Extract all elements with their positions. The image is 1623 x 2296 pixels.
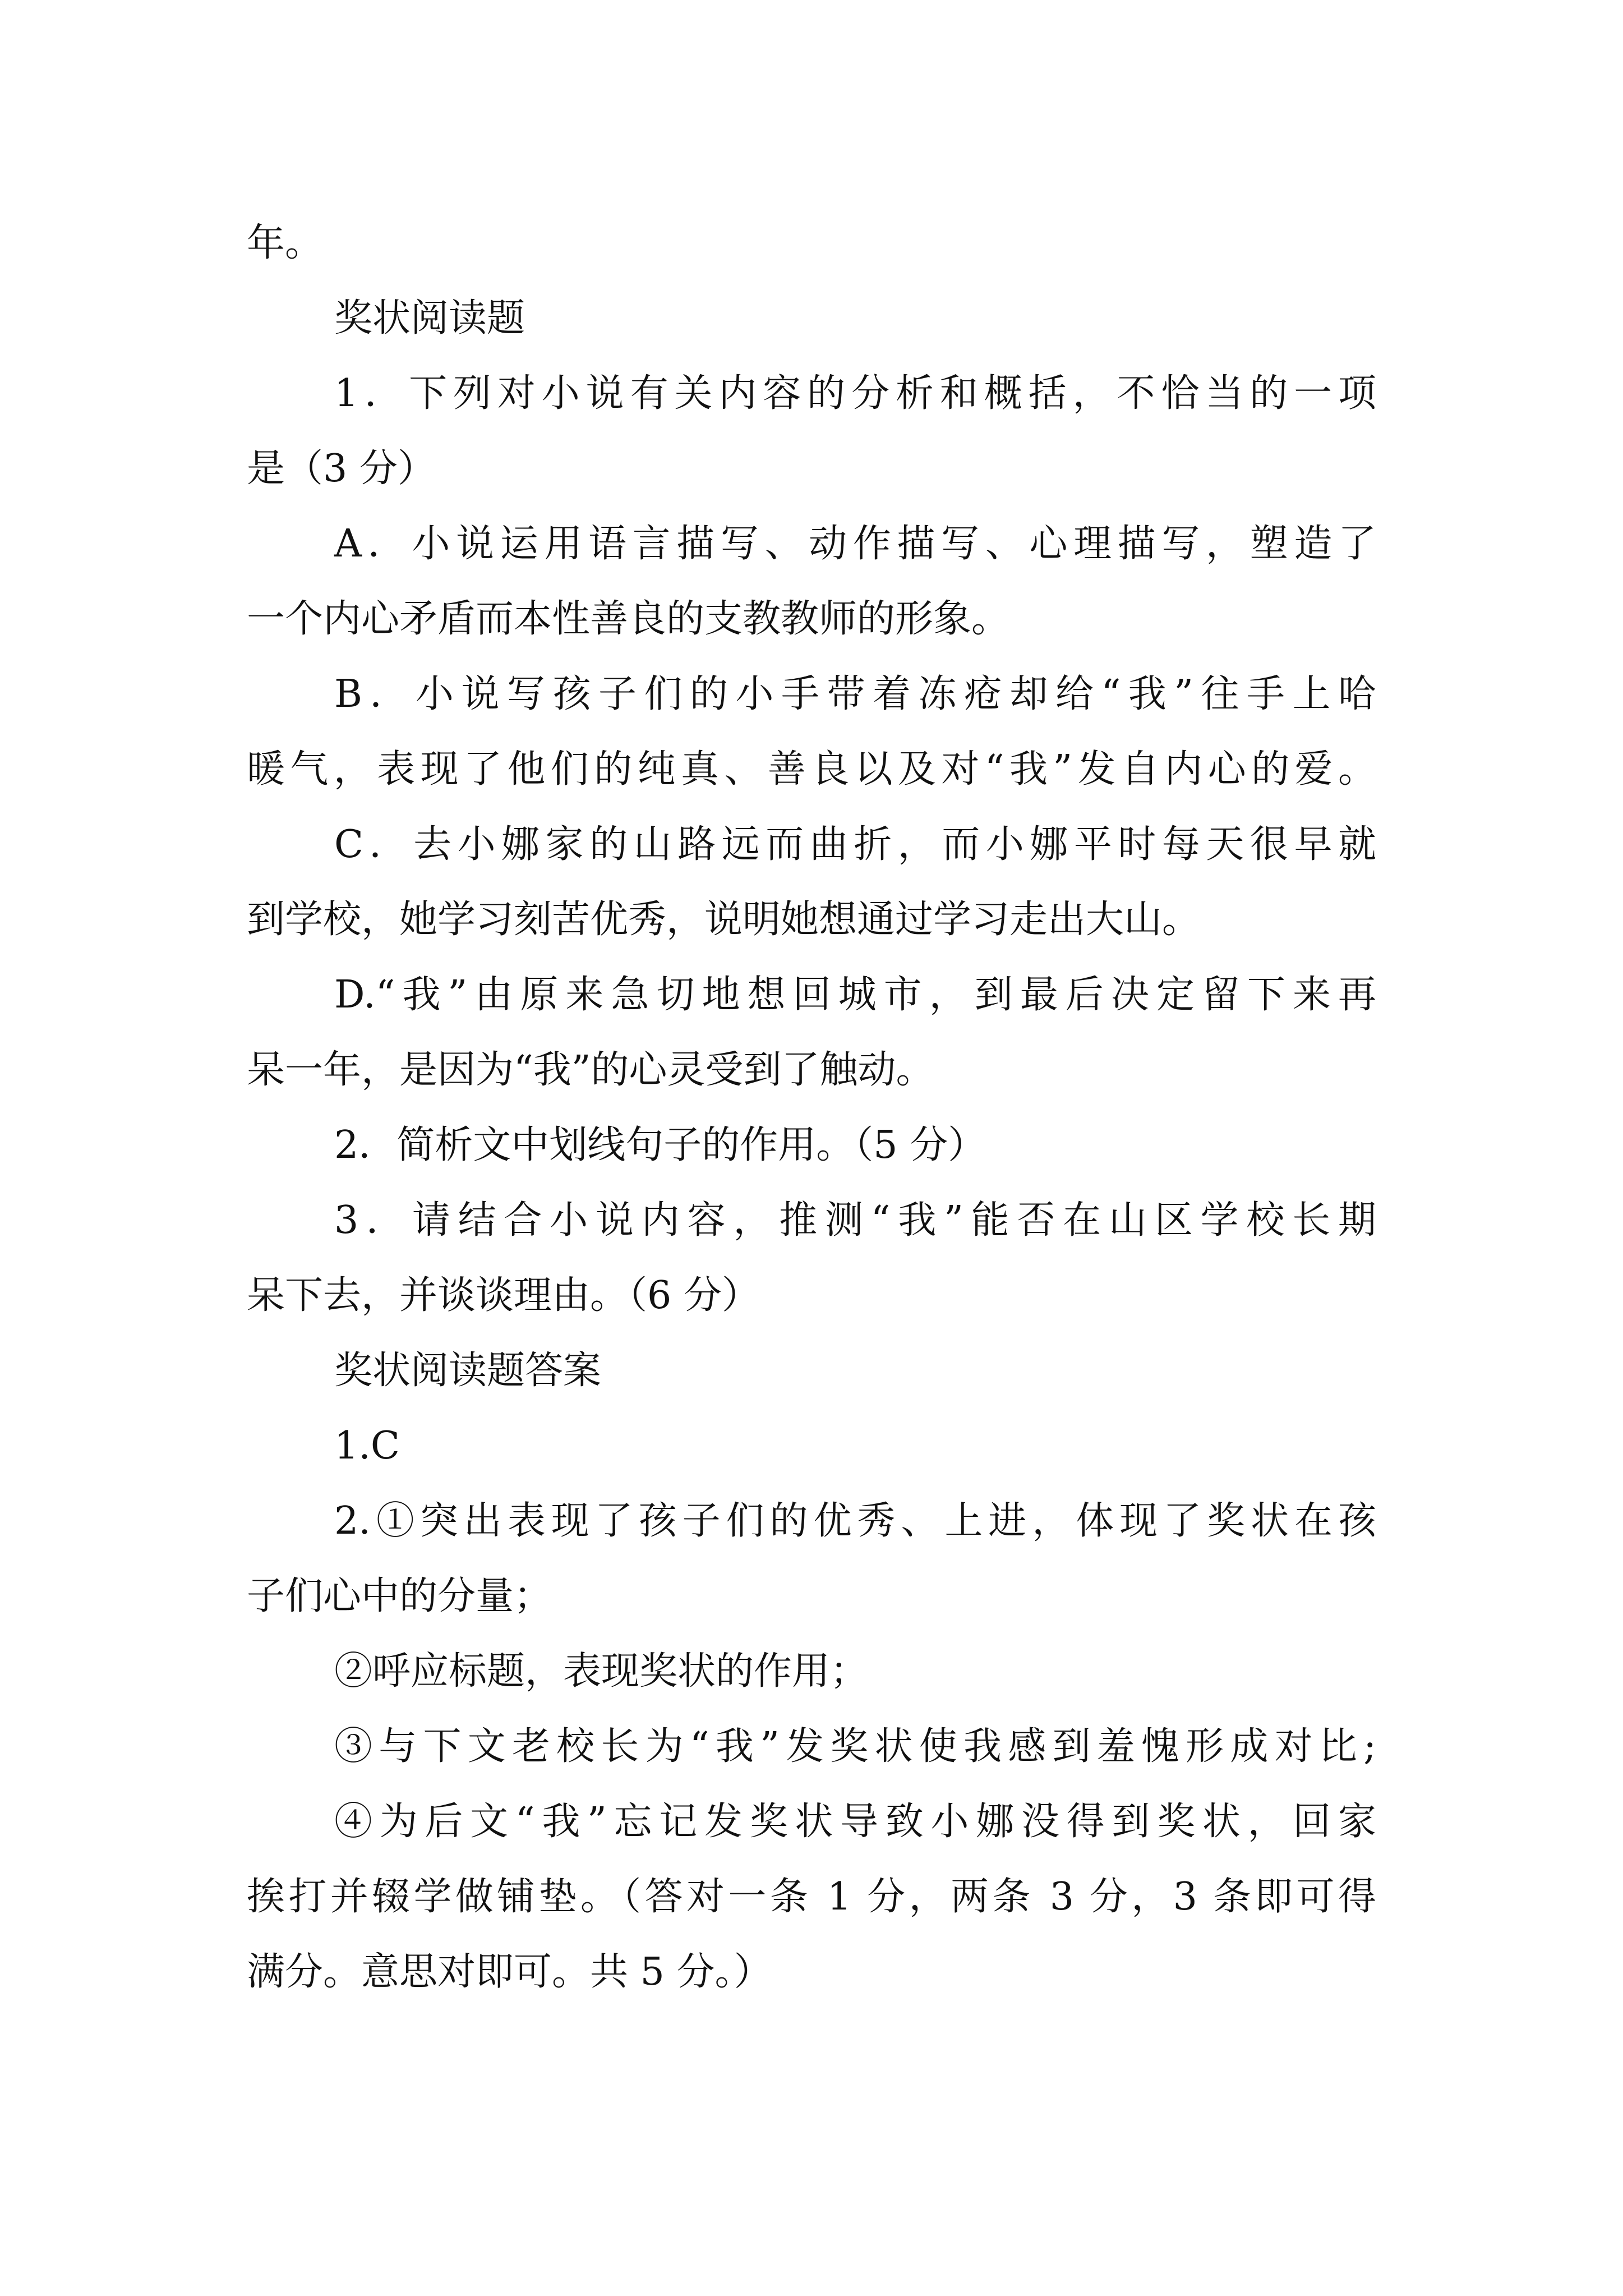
question-2: 2．简析文中划线句子的作用。（5 分）	[334, 1123, 986, 1167]
text-line: 呆下去，并谈谈理由。（6 分）	[247, 1273, 760, 1318]
text-line: 挨打并辍学做铺垫。（答对一条 1 分，两条 3 分，3 条即可得	[247, 1875, 1376, 1919]
option-b: B．小说写孩子们的小手带着冻疮却给“我”往手上哈	[334, 672, 1376, 716]
answer-point-4: ④为后文“我”忘记发奖状导致小娜没得到奖状，回家	[334, 1800, 1376, 1844]
option-c: C．去小娜家的山路远而曲折，而小娜平时每天很早就	[334, 822, 1376, 867]
option-d: D.“我”由原来急切地想回城市，到最后决定留下来再	[334, 973, 1376, 1017]
text-line: 子们心中的分量；	[247, 1574, 552, 1618]
question-1: 1．下列对小说有关内容的分析和概括，不恰当的一项	[334, 371, 1376, 416]
answer-point-2: ②呼应标题，表现奖状的作用；	[334, 1649, 869, 1694]
text-line: 满分。意思对即可。共 5 分。）	[247, 1950, 772, 1994]
text-line: 一个内心矛盾而本性善良的支教教师的形象。	[247, 597, 1010, 641]
text-line: 呆一年，是因为“我”的心灵受到了触动。	[247, 1048, 934, 1092]
text-line: 年。	[247, 221, 324, 265]
text-line: 是（3 分）	[247, 447, 436, 491]
answer-point-3: ③与下文老校长为“我”发奖状使我感到羞愧形成对比;	[334, 1724, 1376, 1769]
question-3: 3．请结合小说内容，推测“我”能否在山区学校长期	[334, 1198, 1376, 1243]
answer-1: 1.C	[334, 1424, 400, 1468]
text-line: 暖气，表现了他们的纯真、善良以及对“我”发自内心的爱。	[247, 747, 1376, 792]
answer-2: 2.①突出表现了孩子们的优秀、上进，体现了奖状在孩	[334, 1499, 1376, 1543]
text-line: 到学校，她学习刻苦优秀，说明她想通过学习走出大山。	[247, 898, 1201, 942]
answer-heading: 奖状阅读题答案	[334, 1349, 602, 1393]
section-heading: 奖状阅读题	[334, 296, 525, 341]
option-a: A．小说运用语言描写、动作描写、心理描写，塑造了	[334, 522, 1376, 566]
